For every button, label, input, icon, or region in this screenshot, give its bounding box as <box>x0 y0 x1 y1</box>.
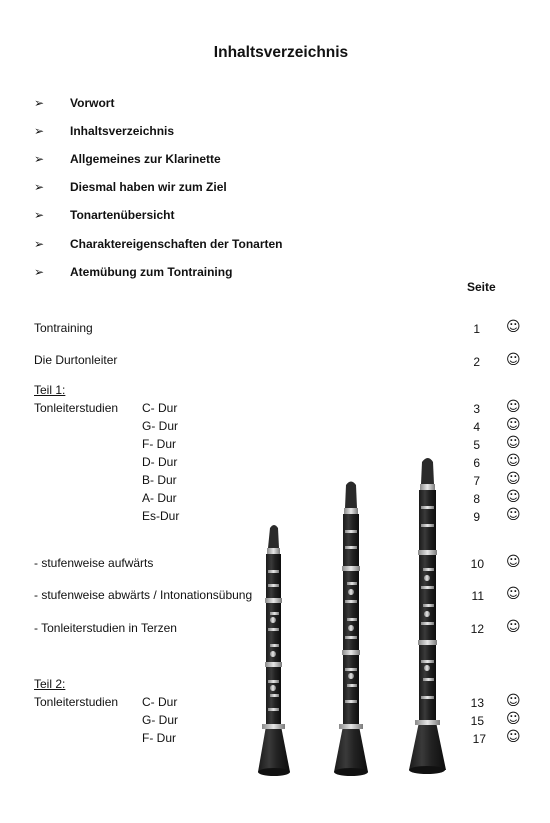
toc-page-number: 10 <box>470 557 484 571</box>
smiley-icon: ☺ <box>506 453 521 469</box>
bullet-label: Inhaltsverzeichnis <box>70 124 175 138</box>
toc-page-number: 2 <box>473 355 480 369</box>
page-title: Inhaltsverzeichnis <box>213 44 349 61</box>
toc-entry-label: - stufenweise aufwärts <box>34 556 154 570</box>
page-column-header: Seite <box>467 280 496 294</box>
arrow-bullet-icon: ➢ <box>34 237 45 251</box>
smiley-icon: ☺ <box>506 693 521 709</box>
arrow-bullet-icon: ➢ <box>34 180 45 194</box>
key-label: F- Dur <box>142 731 176 745</box>
key-label: C- Dur <box>142 695 178 709</box>
key-label: G- Dur <box>142 713 178 727</box>
toc-entry-label: - stufenweise abwärts / Intonationsübung <box>34 588 253 602</box>
smiley-icon: ☺ <box>506 729 521 745</box>
toc-entry-label: Die Durtonleiter <box>34 353 118 367</box>
arrow-bullet-icon: ➢ <box>34 124 45 138</box>
smiley-icon: ☺ <box>506 489 521 505</box>
toc-page-number: 17 <box>472 732 486 746</box>
section-label: Tonleiterstudien <box>34 695 119 709</box>
key-label: Es-Dur <box>142 509 180 523</box>
bullet-label: Charaktereigenschaften der Tonarten <box>70 237 283 251</box>
toc-page-number: 5 <box>473 438 480 452</box>
toc-page-number: 13 <box>470 696 484 710</box>
smiley-icon: ☺ <box>506 586 521 602</box>
toc-entry-label: - Tonleiterstudien in Terzen <box>34 621 177 635</box>
clarinet-medium <box>334 482 368 777</box>
clarinet-long <box>409 458 446 774</box>
smiley-icon: ☺ <box>506 399 521 415</box>
bullet-label: Atemübung zum Tontraining <box>70 265 233 279</box>
bullet-item <box>0 265 550 279</box>
toc-entry-label: Tontraining <box>34 321 93 335</box>
smiley-icon: ☺ <box>506 711 521 727</box>
smiley-icon: ☺ <box>506 435 521 451</box>
bullet-item <box>0 208 550 222</box>
section-label: Tonleiterstudien <box>34 401 119 415</box>
smiley-icon: ☺ <box>506 352 521 368</box>
toc-page-number: 12 <box>470 622 484 636</box>
key-label: F- Dur <box>142 437 176 451</box>
smiley-icon: ☺ <box>506 319 521 335</box>
clarinet-short <box>258 525 290 776</box>
toc-page-number: 3 <box>473 402 480 416</box>
toc-page-number: 9 <box>473 510 480 524</box>
toc-page-number: 11 <box>471 589 484 603</box>
key-label: B- Dur <box>142 473 177 487</box>
toc-page-number: 6 <box>473 456 480 470</box>
bullet-item <box>0 180 550 194</box>
bullet-label: Allgemeines zur Klarinette <box>70 152 221 166</box>
toc-page-number: 8 <box>473 492 480 506</box>
section-heading-teil2: Teil 2: <box>34 677 66 691</box>
bullet-item <box>0 124 550 138</box>
smiley-icon: ☺ <box>506 417 521 433</box>
bullet-label: Diesmal haben wir zum Ziel <box>70 180 227 194</box>
bullet-item <box>0 96 550 110</box>
arrow-bullet-icon: ➢ <box>34 265 45 279</box>
arrow-bullet-icon: ➢ <box>34 208 45 222</box>
section-heading-teil1: Teil 1: <box>34 383 66 397</box>
bullet-label: Vorwort <box>70 96 115 110</box>
bullet-item <box>0 152 550 166</box>
toc-page-number: 7 <box>473 474 480 488</box>
key-label: G- Dur <box>142 419 178 433</box>
toc-page-number: 15 <box>470 714 484 728</box>
smiley-icon: ☺ <box>506 471 521 487</box>
arrow-bullet-icon: ➢ <box>34 152 45 166</box>
bullet-item <box>0 237 550 251</box>
key-label: C- Dur <box>142 401 178 415</box>
smiley-icon: ☺ <box>506 619 521 635</box>
toc-page-number: 4 <box>473 420 480 434</box>
bullet-label: Tonartenübersicht <box>70 208 175 222</box>
key-label: A- Dur <box>142 491 177 505</box>
smiley-icon: ☺ <box>506 554 521 570</box>
arrow-bullet-icon: ➢ <box>34 96 45 110</box>
key-label: D- Dur <box>142 455 178 469</box>
smiley-icon: ☺ <box>506 507 521 523</box>
toc-page-number: 1 <box>473 322 480 336</box>
